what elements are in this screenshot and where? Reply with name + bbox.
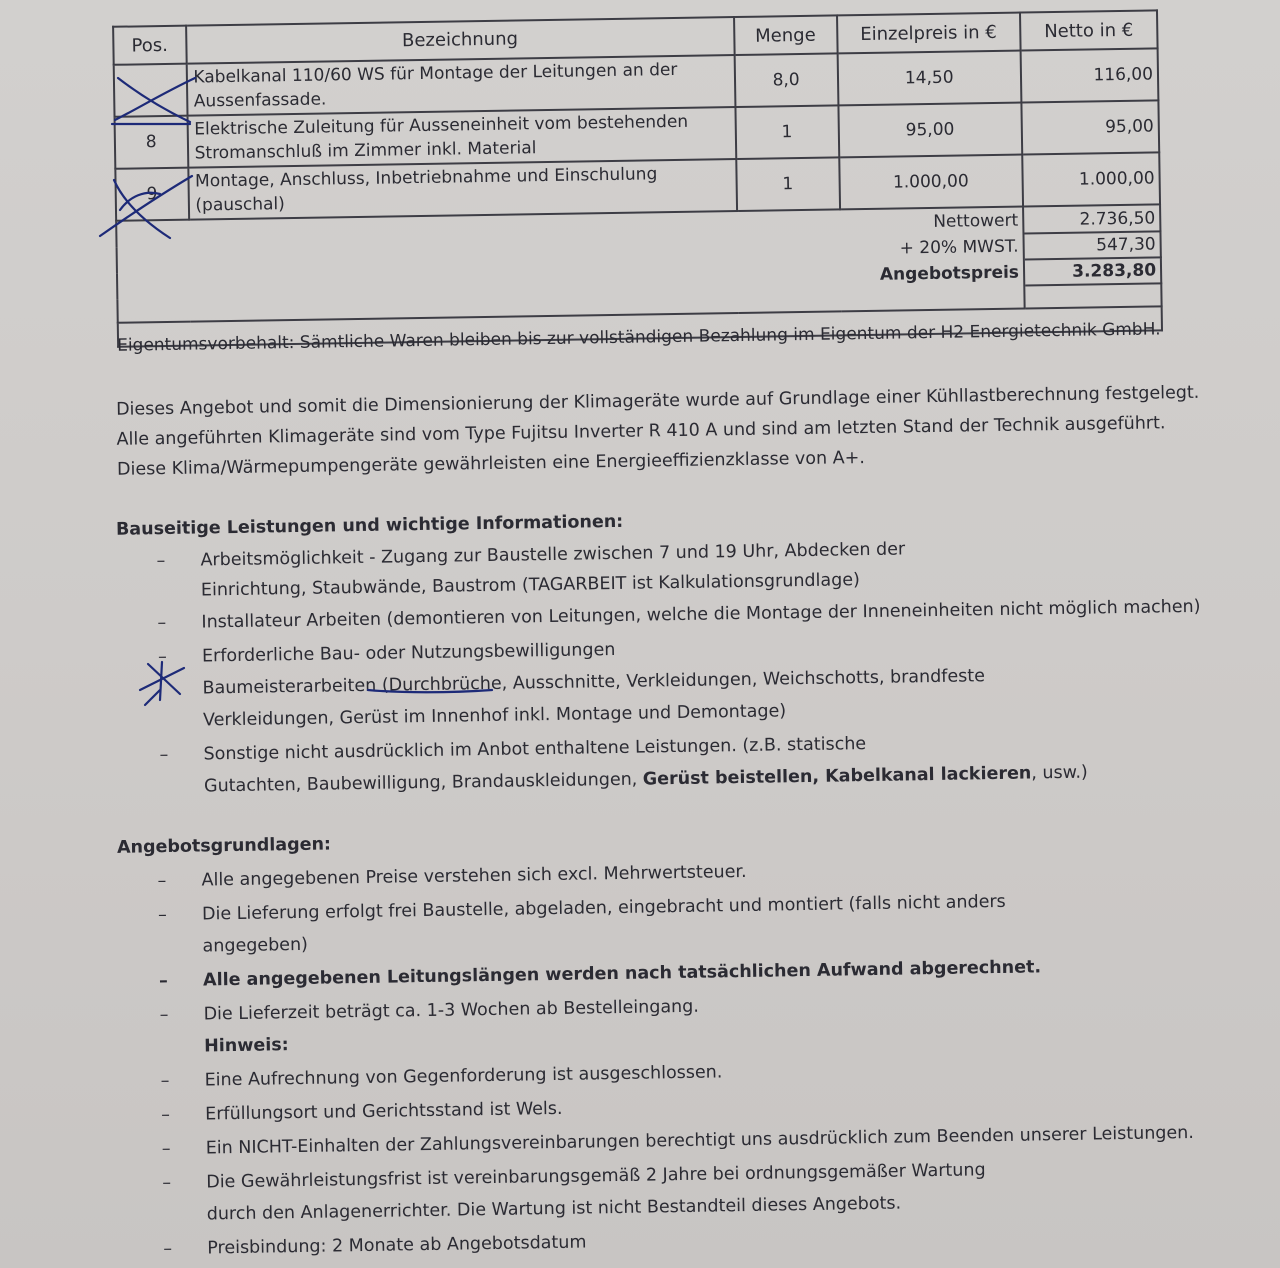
- row-bezeichnung-line2: (pauschal): [195, 194, 285, 216]
- list-item-text: Baumeisterarbeiten (Durchbrüche, Ausschnitte, Verkleidungen, Weichschotts, brandfeste: [202, 666, 986, 699]
- list-item-text: Alle angegebenen Leitungslängen werden nach tatsächlichen Aufwand abgerechnet.: [202, 957, 1042, 991]
- list-dash: –: [162, 1173, 172, 1194]
- col-header-einzelpreis: Einzelpreis in €: [837, 13, 1021, 54]
- list-item-text: Erfüllungsort und Gerichtsstand ist Wels.: [205, 1098, 563, 1125]
- grundlagen-heading: Angebotsgrundlagen:: [116, 834, 332, 858]
- offer-sheet: [100, 2, 1250, 1260]
- list-item-text: Eine Aufrechnung von Gegenforderung ist ausgeschlossen.: [204, 1062, 723, 1091]
- list-item-text: Erforderliche Bau- oder Nutzungsbewilligungen: [201, 639, 616, 667]
- list-dash: –: [160, 1071, 170, 1092]
- list-dash: –: [156, 551, 166, 572]
- row-einzelpreis: 95,00: [838, 103, 1022, 158]
- list-item-text: Arbeitsmöglichkeit - Zugang zur Baustelle zwischen 7 und 19 Uhr, Abdecken der: [200, 539, 906, 571]
- row-bezeichnung-line2: Aussenfassade.: [193, 89, 327, 112]
- empty-cell: [1024, 283, 1161, 308]
- list-item-text: [204, 763, 1088, 797]
- angebotspreis-label: Angebotspreis: [117, 260, 1024, 300]
- col-header-netto: Netto in €: [1020, 10, 1158, 50]
- list-item-text: Verkleidungen, Gerüst im Innenhof inkl. Montage und Demontage): [202, 701, 787, 731]
- offer-table: [112, 9, 1163, 347]
- asterisk-mark: [140, 668, 184, 690]
- row-netto: 116,00: [1020, 48, 1158, 102]
- list-item-text: Einrichtung, Staubwände, Baustrom (TAGARBEIT ist Kalkulationsgrundlage): [200, 570, 861, 601]
- list-item-text: Die Lieferung erfolgt frei Baustelle, abgeladen, eingebracht und montiert (falls nicht anders: [201, 891, 1006, 925]
- row-bezeichnung-line1: Elektrische Zuleitung für Ausseneinheit vom bestehenden: [194, 111, 689, 140]
- list-item-text: Die Lieferzeit beträgt ca. 1-3 Wochen ab Bestelleingang.: [203, 996, 700, 1025]
- list-dash: –: [159, 745, 169, 766]
- list-item-text: Installateur Arbeiten (demontieren von Leitungen, welche die Montage der Inneneinheiten nicht möglich machen): [201, 596, 1201, 633]
- list-item-text-part: , usw.): [1031, 762, 1088, 784]
- row-netto: 95,00: [1021, 100, 1159, 154]
- nettowert-value: 2.736,50: [1023, 204, 1161, 233]
- row-menge: 8,0: [734, 53, 838, 107]
- row-bezeichnung-line1: Montage, Anschluss, Inbetriebnahme und Einschulung: [194, 164, 658, 192]
- list-dash: –: [157, 905, 167, 926]
- list-dash: –: [157, 647, 167, 668]
- row-pos: [114, 64, 187, 117]
- list-item-text: Sonstige nicht ausdrücklich im Anbot enthaltene Leistungen. (z.B. statische: [203, 734, 867, 765]
- list-item-text: Die Gewährleistungsfrist ist vereinbarungsgemäß 2 Jahre bei ordnungsgemäßer Wartung: [206, 1160, 986, 1193]
- list-item-text-bold: Gerüst beistellen, Kabelkanal lackieren: [642, 763, 1032, 790]
- row-pos: 9: [115, 168, 188, 221]
- row-menge: 1: [735, 105, 839, 159]
- list-item-text-part: Gutachten, Baubewilligung, Brandauskleidungen,: [203, 769, 643, 797]
- row-menge: 1: [736, 157, 840, 211]
- list-item-text: durch den Anlagenerrichter. Die Wartung ist nicht Bestandteil dieses Angebots.: [206, 1193, 902, 1225]
- asterisk-mark: [148, 664, 180, 694]
- asterisk-mark: [145, 690, 160, 705]
- row-netto: 1.000,00: [1022, 152, 1160, 206]
- col-header-bezeichnung: Bezeichnung: [186, 17, 735, 64]
- row-bezeichnung-line1: Kabelkanal 110/60 WS für Montage der Leitungen an der: [193, 59, 678, 88]
- list-item-text: Alle angegebenen Preise verstehen sich excl. Mehrwertsteuer.: [201, 861, 747, 891]
- row-pos: 8: [115, 116, 188, 169]
- hinweis-label: Hinweis:: [203, 1035, 289, 1057]
- row-einzelpreis: 1.000,00: [839, 155, 1023, 210]
- intro-line-1: Dieses Angebot und somit die Dimensionierung der Klimageräte wurde auf Grundlage einer Kühllastberechnung festgelegt.: [115, 382, 1200, 420]
- asterisk-mark: [160, 662, 162, 700]
- list-dash: –: [159, 1005, 169, 1026]
- col-header-pos: Pos.: [113, 26, 186, 65]
- intro-line-2: Alle angeführten Klimageräte sind vom Type Fujitsu Inverter R 410 A und sind am letzten Stand der Technik ausgeführt.: [116, 413, 1166, 450]
- row-bezeichnung: [188, 159, 737, 220]
- col-header-menge: Menge: [734, 15, 837, 55]
- list-dash: –: [157, 613, 167, 634]
- list-dash: –: [161, 1105, 171, 1126]
- list-item-text: Preisbindung: 2 Monate ab Angebotsdatum: [207, 1232, 587, 1259]
- eigentumsvorbehalt: Eigentumsvorbehalt: Sämtliche Waren bleiben bis zur vollständigen Bezahlung im Eigentum der H2 Energietechnik GmbH.: [116, 319, 1161, 356]
- angebotspreis-value: 3.283,80: [1024, 257, 1161, 285]
- nettowert-label: Nettowert: [116, 207, 1023, 248]
- row-einzelpreis: 14,50: [837, 51, 1021, 106]
- row-bezeichnung-line2: Stromanschluß im Zimmer inkl. Material: [194, 138, 537, 164]
- row-bezeichnung: [187, 107, 736, 168]
- mwst-label: + 20% MWST.: [117, 234, 1024, 274]
- list-dash: –: [163, 1239, 173, 1260]
- list-item-text: angegeben): [202, 934, 309, 957]
- list-dash: –: [157, 871, 167, 892]
- list-dash: –: [158, 971, 169, 992]
- list-item-text: Ein NICHT-Einhalten der Zahlungsvereinbarungen berechtigt uns ausdrücklich zum Beenden unserer Leistungen.: [205, 1122, 1195, 1159]
- mwst-value: 547,30: [1023, 231, 1160, 259]
- row-bezeichnung: [186, 55, 735, 116]
- list-dash: –: [161, 1139, 171, 1160]
- intro-line-3: Diese Klima/Wärmepumpengeräte gewährleisten eine Energieeffizienzklasse von A+.: [116, 448, 866, 480]
- bauseitig-heading: Bauseitige Leistungen und wichtige Informationen:: [115, 511, 624, 540]
